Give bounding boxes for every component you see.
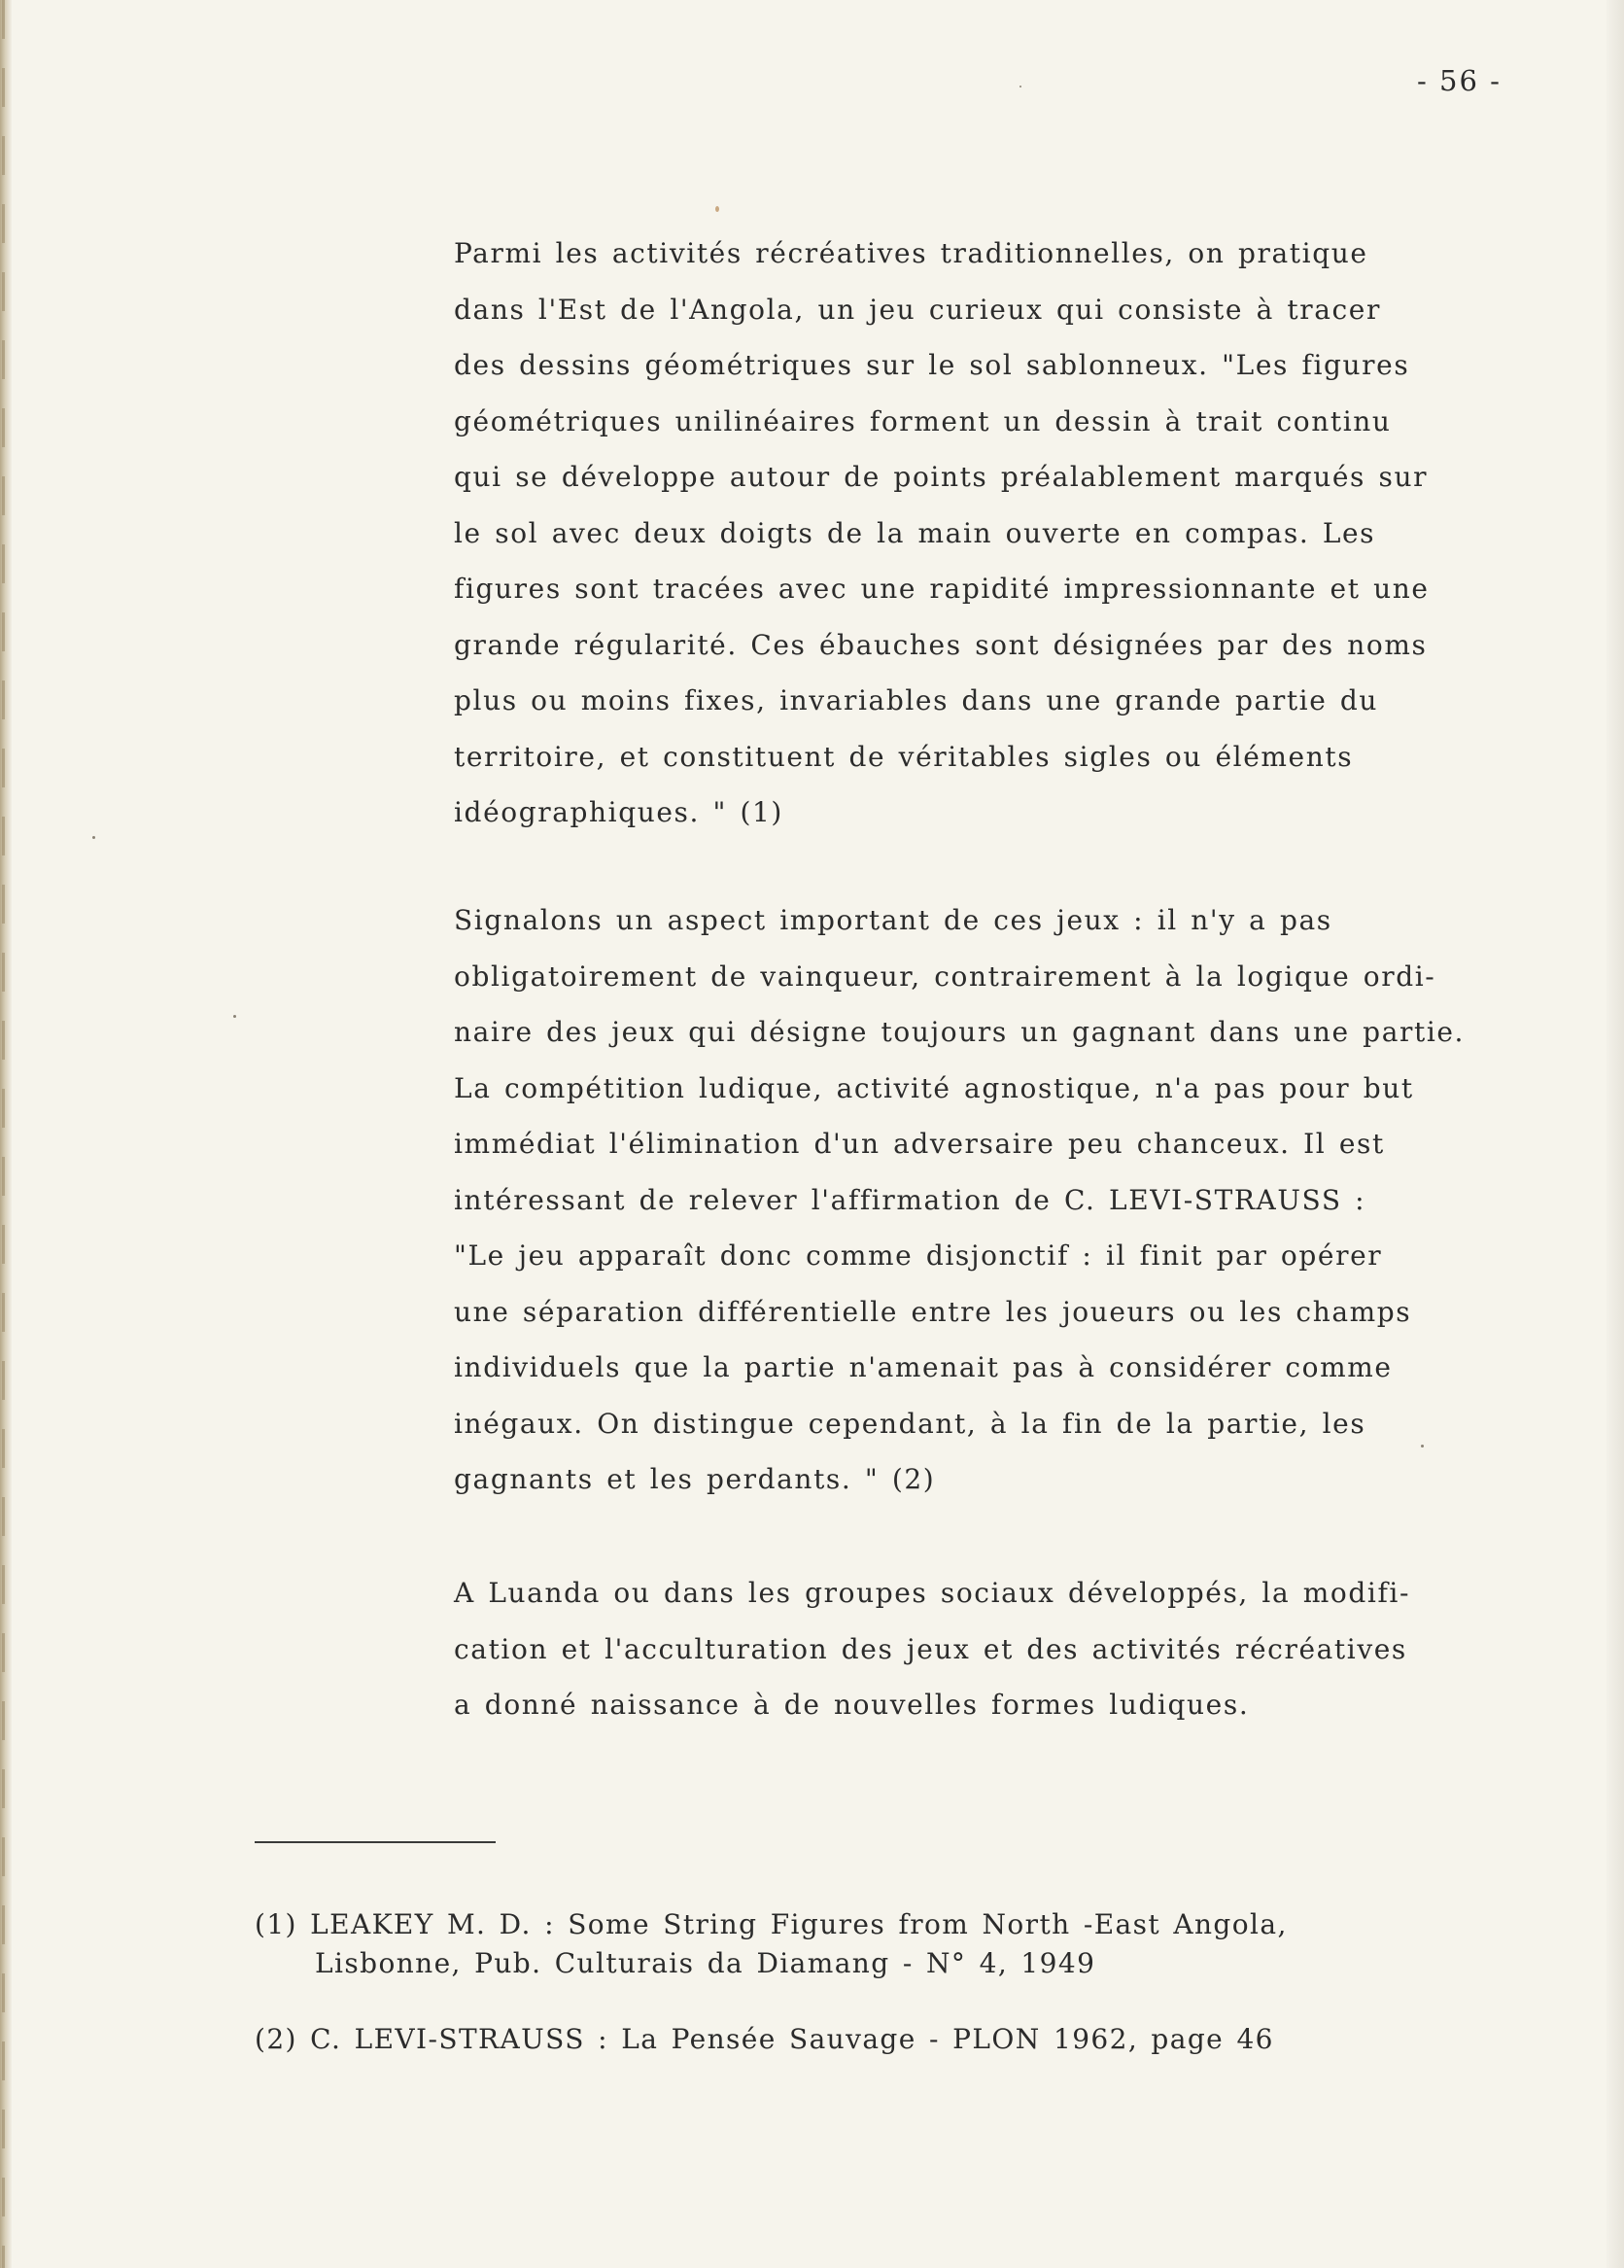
footnote-separator — [255, 1841, 496, 1843]
paragraph-no-winner — [454, 892, 1465, 1508]
text-line: Signalons un aspect important de ces jeux : il n'y a pas — [454, 904, 1332, 936]
scan-speck — [92, 836, 95, 839]
text-line: idéographiques. " (1) — [454, 796, 783, 828]
text-line: une séparation différentielle entre les joueurs ou les champs — [454, 1295, 1412, 1328]
footnote-2 — [255, 2020, 1274, 2059]
text-line: territoire, et constituent de véritables sigles ou éléments — [454, 740, 1354, 773]
text-line: figures sont tracées avec une rapidité impressionnante et une — [454, 573, 1430, 605]
text-line: naire des jeux qui désigne toujours un gagnant dans une partie. — [454, 1016, 1466, 1048]
footnote-1 — [255, 1905, 1288, 1983]
paragraph-luanda — [454, 1565, 1410, 1733]
text-line: intéressant de relever l'affirmation de C. LEVI-STRAUSS : — [454, 1183, 1366, 1216]
text-line: qui se développe autour de points préalablement marqués sur — [454, 461, 1429, 493]
text-line: le sol avec deux doigts de la main ouverte en compas. Les — [454, 516, 1376, 549]
binding-edge — [0, 0, 12, 2268]
text-line: obligatoirement de vainqueur, contrairement à la logique ordi- — [454, 960, 1436, 993]
text-line: des dessins géométriques sur le sol sablonneux. "Les figures — [454, 349, 1410, 381]
footnote-line: (2) C. LEVI-STRAUSS : La Pensée Sauvage - PLON 1962, page 46 — [255, 2023, 1274, 2055]
text-line: A Luanda ou dans les groupes sociaux développés, la modifi- — [454, 1577, 1411, 1609]
text-line: grande régularité. Ces ébauches sont désignées par des noms — [454, 628, 1428, 661]
text-line: plus ou moins fixes, invariables dans une grande partie du — [454, 684, 1379, 716]
footnote-line: Lisbonne, Pub. Culturais da Diamang - N° 4, 1949 — [315, 1947, 1096, 1979]
text-line: Parmi les activités récréatives traditionnelles, on pratique — [454, 237, 1368, 269]
scan-speck — [1019, 86, 1021, 87]
scan-speck — [715, 206, 719, 212]
page-edge — [1607, 0, 1624, 2268]
page-number: - 56 - — [1417, 64, 1502, 97]
text-line: "Le jeu apparaît donc comme disjonctif : il finit par opérer — [454, 1239, 1383, 1272]
text-line: La compétition ludique, activité agnostique, n'a pas pour but — [454, 1071, 1414, 1104]
text-line: immédiat l'élimination d'un adversaire peu chanceux. Il est — [454, 1128, 1385, 1160]
text-line: cation et l'acculturation des jeux et des activités récréatives — [454, 1632, 1407, 1665]
paragraph-traditional-games — [454, 226, 1430, 841]
text-line: dans l'Est de l'Angola, un jeu curieux qui consiste à tracer — [454, 293, 1381, 326]
text-line: a donné naissance à de nouvelles formes ludiques. — [454, 1689, 1250, 1721]
footnote-line: (1) LEAKEY M. D. : Some String Figures from North -East Angola, — [255, 1908, 1288, 1940]
text-line: gagnants et les perdants. " (2) — [454, 1463, 936, 1495]
scan-speck — [233, 1015, 236, 1018]
text-line: inégaux. On distingue cependant, à la fin de la partie, les — [454, 1407, 1366, 1440]
text-line: individuels que la partie n'amenait pas à considérer comme — [454, 1351, 1393, 1383]
scan-speck — [1421, 1445, 1424, 1448]
text-line: géométriques unilinéaires forment un dessin à trait continu — [454, 404, 1392, 437]
